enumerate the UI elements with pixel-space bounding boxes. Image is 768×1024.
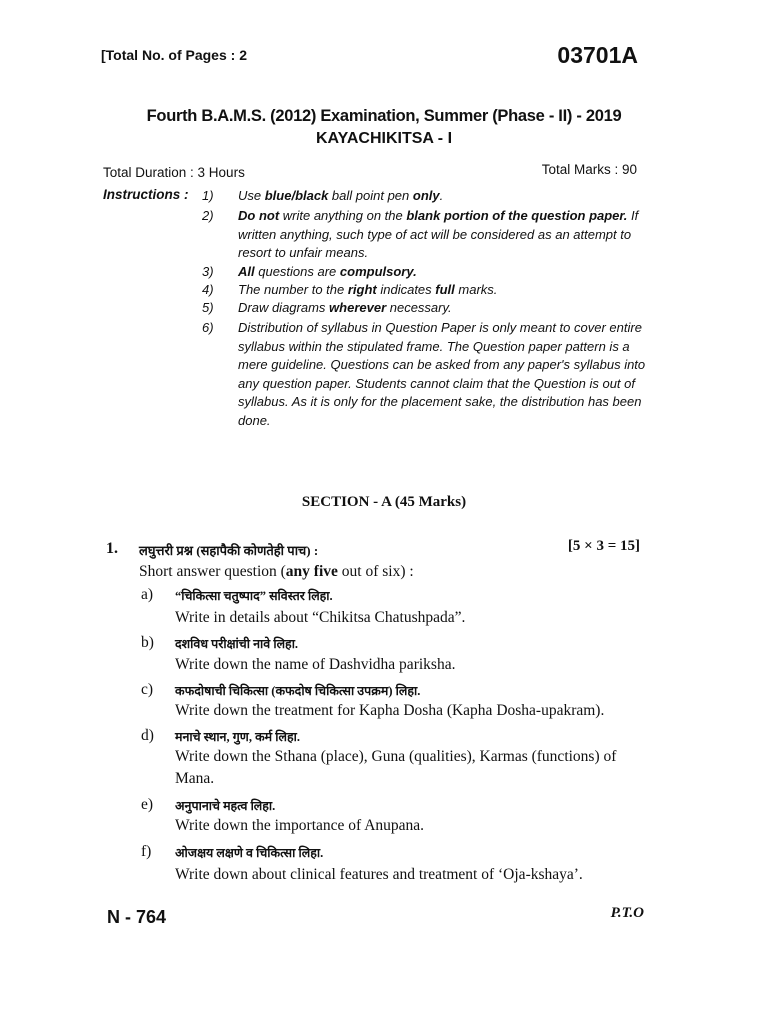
instruction-emphasis: right	[347, 282, 377, 297]
instruction-fragment: .	[439, 188, 444, 203]
instruction-fragment: ball point pen	[328, 188, 413, 203]
instruction-text	[238, 207, 653, 263]
instruction-fragment: Distribution of syllabus in Question Paper is only meant to cover entire syllabus within the stipulated frame. The Question paper pattern is a mere guideline. Questions can be asked from any paper's syllabus into any question paper. Students cannot claim that the Question is out of syllabus. As it is only for the placement sake, the distribution has been done.	[238, 320, 646, 428]
instruction-fragment: indicates	[376, 282, 436, 297]
sub-question-marathi: “चिकित्सा चतुष्पाद” सविस्तर लिहा.	[175, 589, 333, 603]
instruction-fragment: The number to the	[238, 282, 348, 297]
instruction-number: 6)	[202, 320, 214, 335]
instruction-emphasis: only	[412, 188, 440, 203]
instructions-label: Instructions :	[103, 187, 189, 202]
exam-title: Fourth B.A.M.S. (2012) Examination, Summer (Phase - II) - 2019	[146, 107, 622, 125]
instruction-emphasis: blank portion of the question paper.	[406, 208, 628, 223]
sub-question-english: Write in details about “Chikitsa Chatushpada”.	[175, 609, 466, 626]
subject-title: KAYACHIKITSA - I	[315, 130, 453, 147]
sub-question-label: b)	[141, 634, 154, 651]
paper-footer-code: N - 764	[107, 907, 167, 927]
instruction-fragment: Draw diagrams	[238, 300, 330, 315]
instruction-number: 5)	[202, 300, 214, 315]
paper-code: 03701A	[557, 42, 638, 68]
question-english	[139, 563, 414, 581]
instruction-number: 1)	[202, 188, 214, 203]
section-heading: SECTION - A (45 Marks)	[301, 494, 467, 510]
sub-question-label: e)	[141, 796, 154, 813]
instruction-fragment: If written anything, such type of act will be considered as an attempt to resort to unfair means.	[238, 208, 639, 260]
instruction-emphasis: Do not	[238, 208, 280, 223]
sub-question-marathi: कफदोषाची चिकित्सा (कफदोष चिकित्सा उपक्रम) लिहा.	[175, 684, 421, 698]
sub-question-label: c)	[141, 681, 154, 698]
question-number: 1.	[106, 540, 118, 557]
sub-question-label: f)	[141, 843, 152, 860]
sub-question-english: Write down the importance of Anupana.	[175, 817, 425, 834]
question-english-pre: Short answer question (	[139, 563, 286, 580]
instruction-fragment: necessary.	[386, 300, 452, 315]
instruction-text	[238, 263, 653, 282]
instruction-emphasis: All	[238, 264, 255, 279]
sub-question-marathi: दशविध परीक्षांची नावे लिहा.	[175, 637, 299, 651]
total-pages: [Total No. of Pages : 2	[101, 47, 247, 63]
instruction-emphasis: full	[435, 282, 455, 297]
instruction-number: 4)	[202, 282, 214, 297]
instruction-emphasis: blue/black	[264, 188, 329, 203]
instruction-emphasis: wherever	[329, 300, 387, 315]
instruction-text	[238, 299, 653, 318]
question-english-bold: any five	[285, 563, 338, 580]
question-marks: [5 × 3 = 15]	[567, 538, 640, 554]
total-duration: Total Duration : 3 Hours	[103, 165, 245, 180]
instruction-fragment: questions are	[254, 264, 340, 279]
instruction-number: 2)	[202, 208, 214, 223]
sub-question-marathi: अनुपानाचे महत्व लिहा.	[175, 799, 276, 813]
total-marks: Total Marks : 90	[541, 162, 637, 177]
sub-question-english: Write down the Sthana (place), Guna (qualities), Karmas (functions) of Mana.	[175, 748, 617, 787]
sub-question-marathi: मनाचे स्थान, गुण, कर्म लिहा.	[175, 730, 300, 744]
sub-question-label: a)	[141, 586, 154, 603]
instruction-number: 3)	[202, 264, 214, 279]
sub-question-label: d)	[141, 727, 154, 744]
instruction-text	[238, 319, 653, 430]
instruction-text	[238, 187, 653, 206]
sub-question-english: Write down about clinical features and treatment of ‘Oja-kshaya’.	[175, 866, 583, 883]
sub-question-marathi: ओजक्षय लक्षणे व चिकित्सा लिहा.	[175, 846, 324, 860]
instruction-fragment: write anything on the	[279, 208, 407, 223]
instruction-text	[238, 281, 653, 300]
instruction-fragment: marks.	[454, 282, 498, 297]
sub-question-english: Write down the treatment for Kapha Dosha (Kapha Dosha-upakram).	[175, 702, 605, 719]
instruction-emphasis: compulsory.	[339, 264, 417, 279]
pto-label: P.T.O	[610, 905, 644, 921]
question-english-post: out of six) :	[337, 563, 414, 580]
sub-question-english: Write down the name of Dashvidha pariksha.	[175, 656, 456, 673]
instruction-fragment: Use	[238, 188, 265, 203]
question-marathi: लघुत्तरी प्रश्न (सहापैकी कोणतेही पाच) :	[139, 543, 319, 558]
